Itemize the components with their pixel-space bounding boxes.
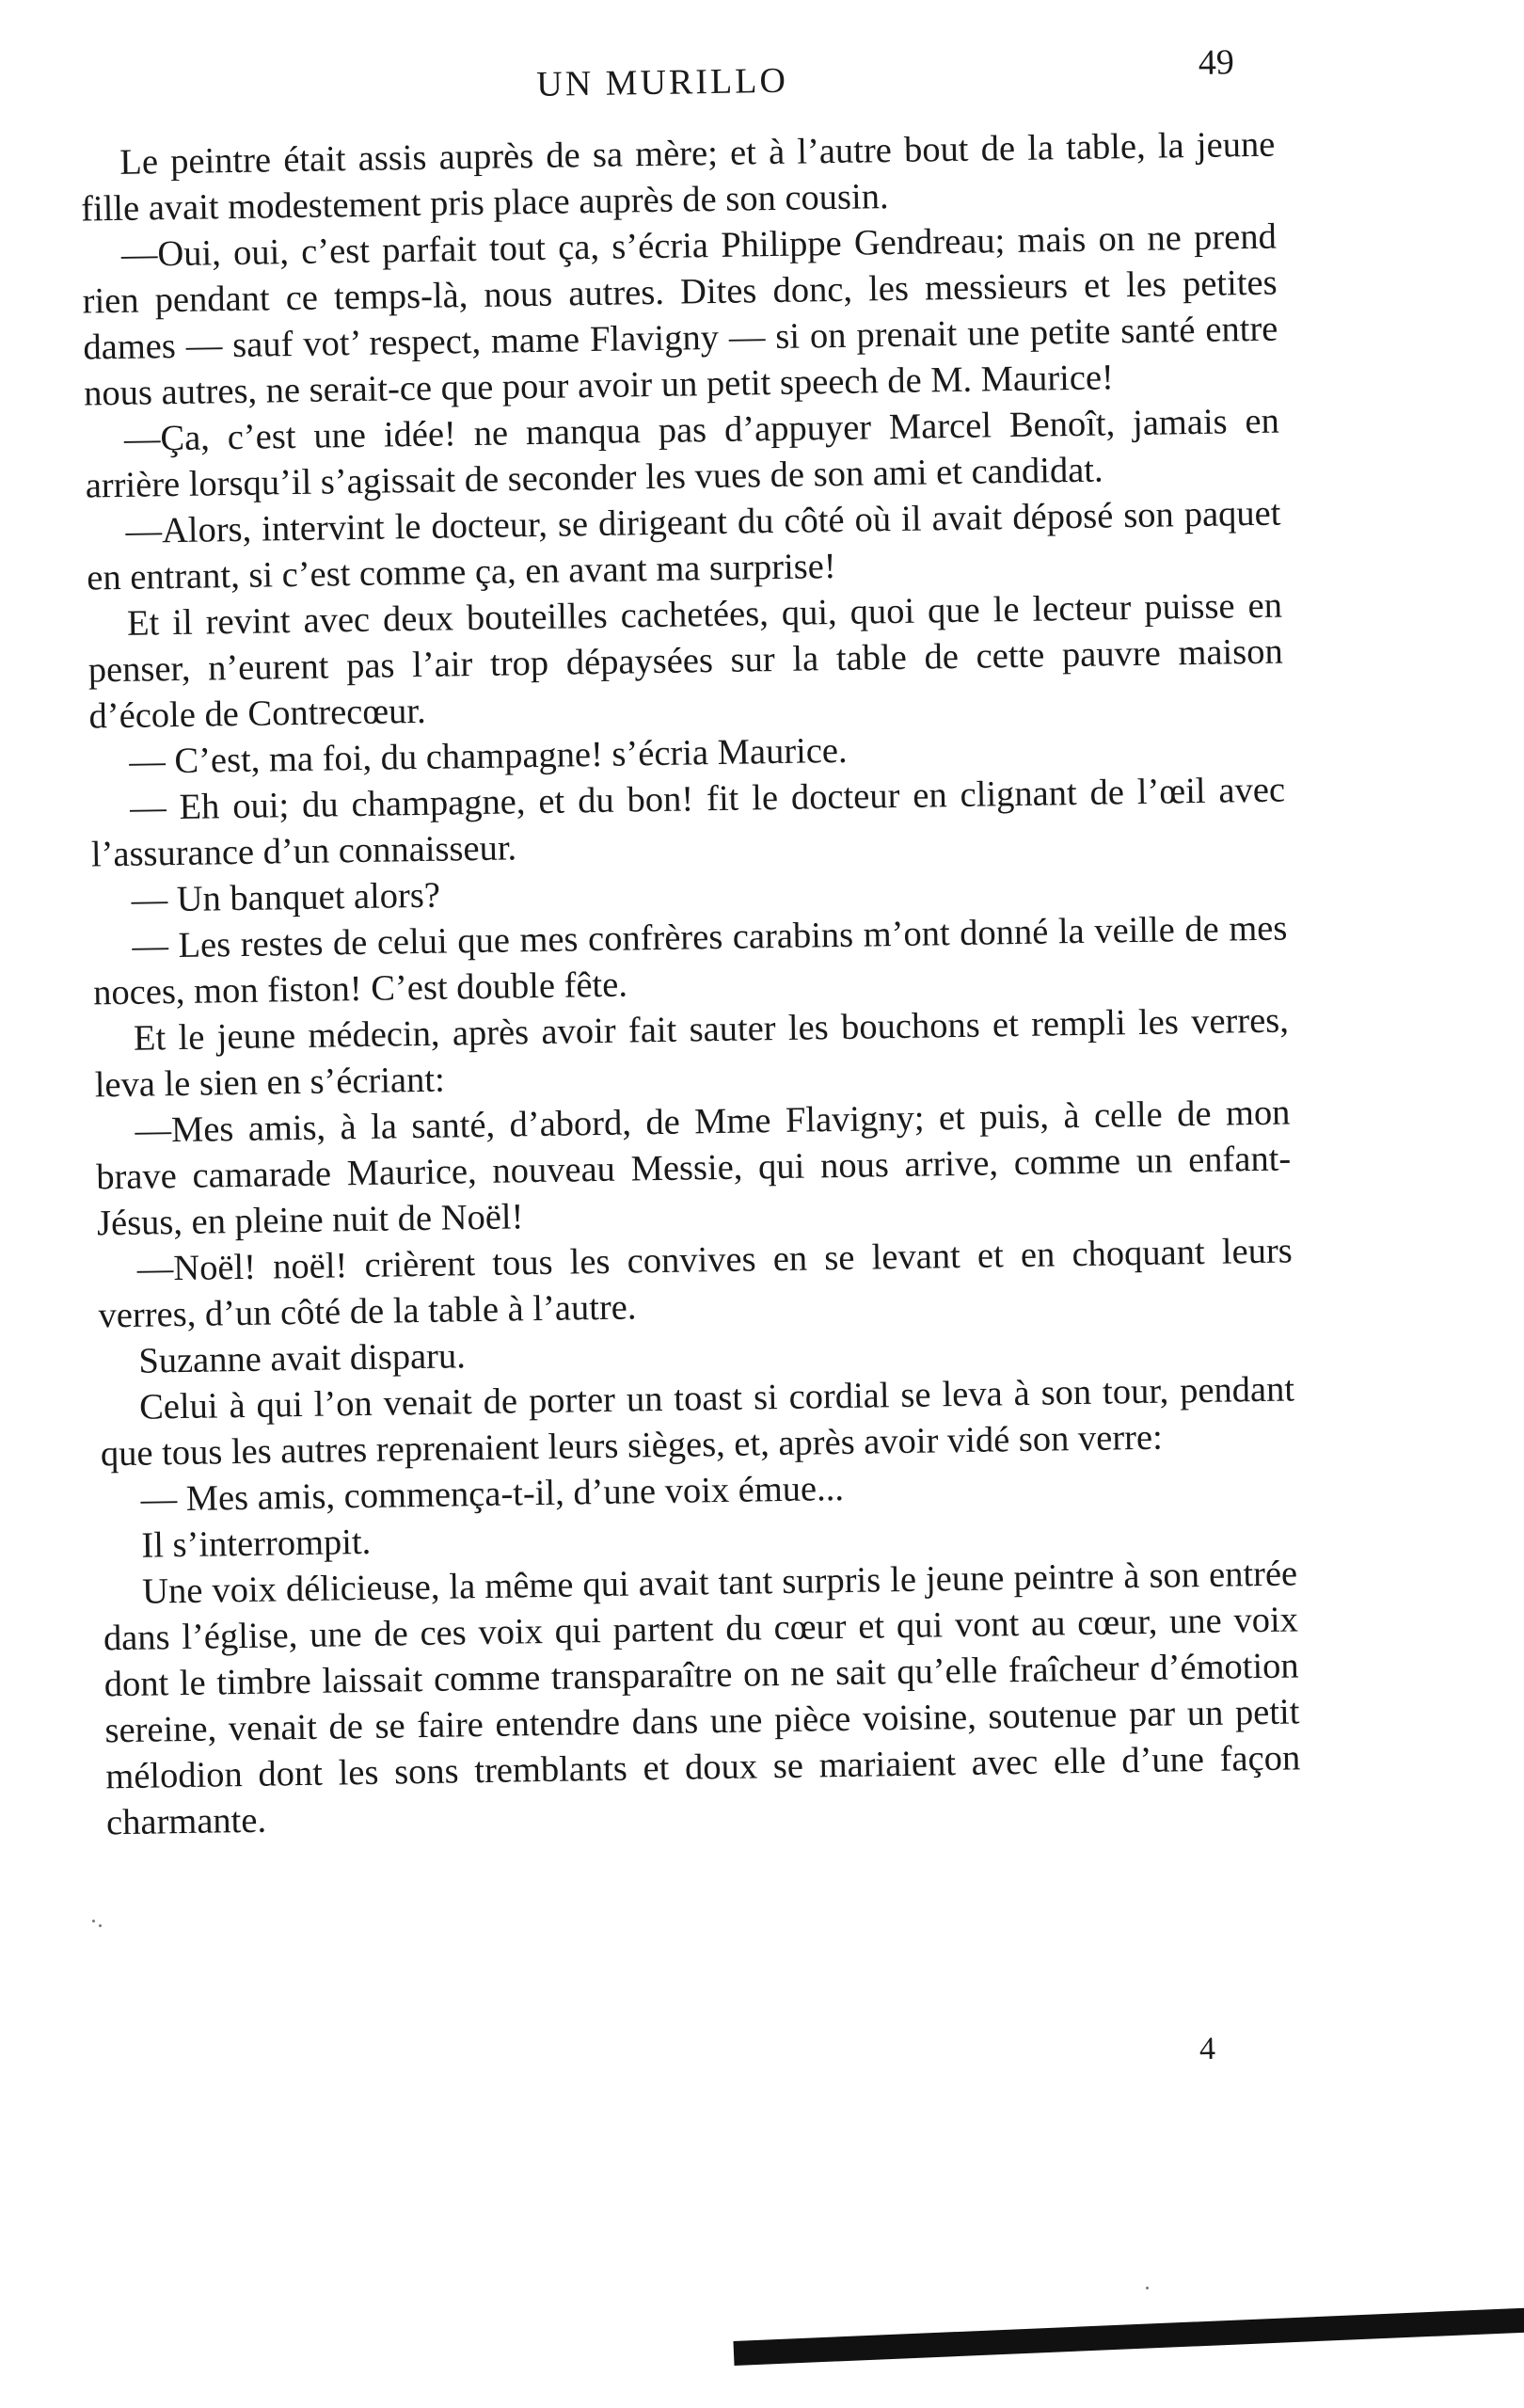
paragraph: —Noël! noël! crièrent tous les convives en se levant et en choquant leurs verres, d’un côté de la table à l’autre. xyxy=(98,1231,1294,1336)
paragraph: — C’est, ma foi, du champagne! s’écria Maurice. xyxy=(129,730,848,782)
signature-mark: 4 xyxy=(1199,2031,1216,2067)
scan-speck xyxy=(1146,2287,1149,2289)
running-title: UN MURILLO xyxy=(536,60,789,104)
paragraph: — Mes amis, commença-t-il, d’une voix émue... xyxy=(140,1468,845,1520)
paragraph: —Ça, c’est une idée! ne manqua pas d’appuyer Marcel Benoît, jamais en arrière lorsqu’il s’agissait de seconder les vues de son ami et candidat. xyxy=(85,401,1280,506)
body-text xyxy=(80,122,1301,1847)
paragraph: Une voix délicieuse, la même qui avait tant surpris le jeune peintre à son entrée dans l’église, une de ces voix qui partent du cœur et qui vont au cœur, une voix dont le timbre laissait comme transparaître on ne sait qu’elle fraîcheur d’émotion sereine, venait de se faire entendre dans une pièce voisine, soutenue par un petit mélodion dont les sons tremblants et doux se mariaient avec elle d’une façon charmante. xyxy=(103,1554,1301,1843)
paragraph: Et le jeune médecin, après avoir fait sauter les bouchons et rempli les verres, leva le sien en s’écriant: xyxy=(94,1000,1290,1106)
paragraph: Et il revint avec deux bouteilles cachetées, qui, quoi que le lecteur puisse en penser, n’eurent pas l’air trop dépaysées sur la table de cette pauvre maison d’école de Contrecœur. xyxy=(87,585,1284,737)
paragraph: — Un banquet alors? xyxy=(131,875,441,920)
scan-speck xyxy=(92,1920,95,1922)
paragraph: Le peintre était assis auprès de sa mère; et à l’autre bout de la table, la jeune fille avait modestement pris place auprès de son cousin. xyxy=(80,124,1276,230)
paragraph: — Eh oui; du champagne, et du bon! fit le docteur en clignant de l’œil avec l’assurance d’un connaisseur. xyxy=(90,770,1286,875)
paragraph: Celui à qui l’on venait de porter un toast si cordial se leva à son tour, pendant que tous les autres reprenaient leurs sièges, et, après avoir vidé son verre: xyxy=(100,1369,1295,1475)
paragraph: — Les restes de celui que mes confrères carabins m’ont donné la veille de mes noces, mon fiston! C’est double fête. xyxy=(92,908,1288,1013)
page-number: 49 xyxy=(1198,42,1235,83)
paragraph: Suzanne avait disparu. xyxy=(138,1336,467,1381)
scan-speck xyxy=(99,1924,102,1927)
paragraph: Il s’interrompit. xyxy=(141,1522,372,1566)
paragraph: —Alors, intervint le docteur, se dirigeant du côté où il avait déposé son paquet en entrant, si c’est comme ça, en avant ma surprise! xyxy=(86,493,1281,598)
paragraph: —Mes amis, à la santé, d’abord, de Mme Flavigny; et puis, à celle de mon brave camarade Maurice, nouveau Messie, qui nous arrive, comme un enfant-Jésus, en pleine nuit de Noël! xyxy=(95,1092,1292,1244)
paragraph: —Oui, oui, c’est parfait tout ça, s’écria Philippe Gendreau; mais on ne prend rien pendant ce temps-là, nous autres. Dites donc, les messieurs et les petites dames — sauf vot’ respect, mame Flavigny — si on prenait une petite santé entre nous autres, ne serait-ce que pour avoir un petit speech de M. Maurice! xyxy=(82,216,1278,414)
